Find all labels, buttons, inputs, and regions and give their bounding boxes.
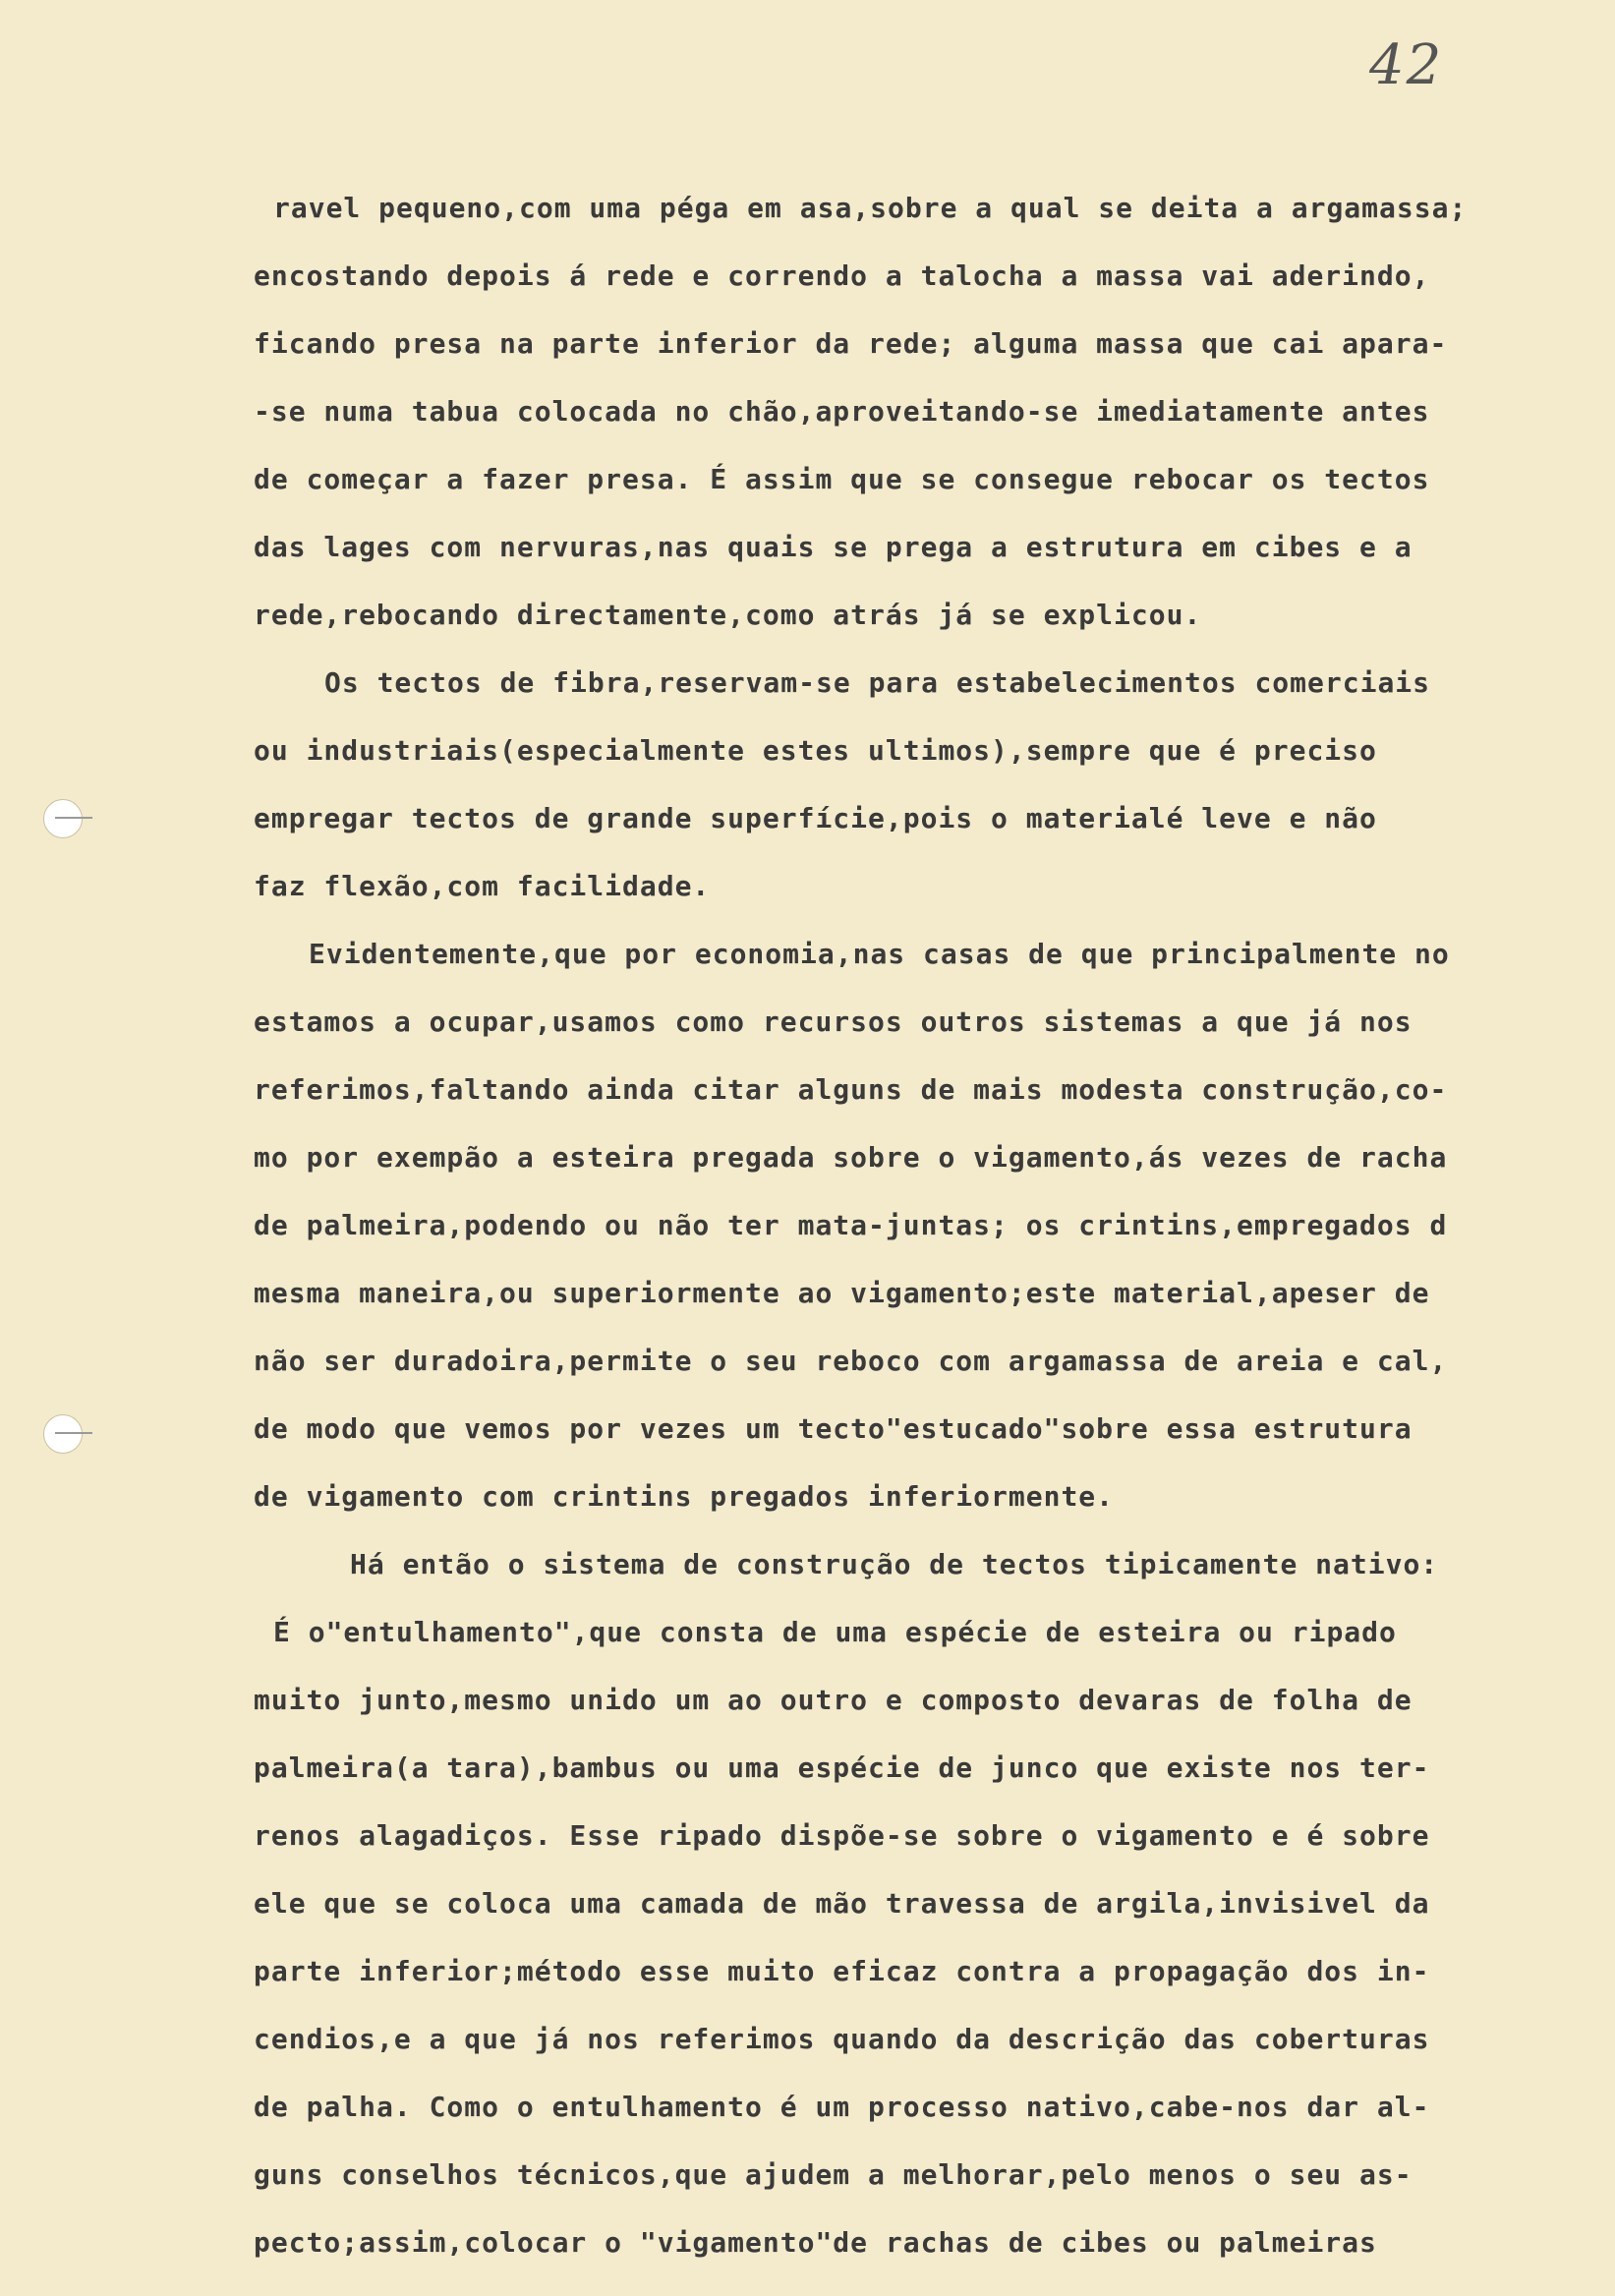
text-line: Os tectos de fibra,reservam-se para estabelecimentos comerciais [324, 666, 1431, 699]
text-line: ele que se coloca uma camada de mão travessa de argila,invisivel da [254, 1887, 1430, 1920]
text-line: Evidentemente,que por economia,nas casas de que principalmente no [309, 938, 1450, 970]
text-line: empregar tectos de grande superfície,pois o materialé leve e não [254, 802, 1377, 834]
text-line: É o"entulhamento",que consta de uma espécie de esteira ou ripado [273, 1616, 1397, 1648]
text-line: guns conselhos técnicos,que ajudem a melhorar,pelo menos o seu as- [254, 2158, 1413, 2191]
text-line: rede,rebocando directamente,como atrás já se explicou. [254, 599, 1202, 631]
text-line: ficando presa na parte inferior da rede; alguma massa que cai apara- [254, 327, 1448, 360]
text-line: muito junto,mesmo unido um ao outro e composto devaras de folha de [254, 1684, 1413, 1716]
text-line: faz flexão,com facilidade. [254, 870, 711, 902]
text-line: pecto;assim,colocar o "vigamento"de rachas de cibes ou palmeiras [254, 2226, 1377, 2259]
text-line: de vigamento com crintins pregados inferiormente. [254, 1480, 1115, 1513]
text-line: -se numa tabua colocada no chão,aproveitando-se imediatamente antes [254, 395, 1430, 428]
text-line: de palha. Como o entulhamento é um processo nativo,cabe-nos dar al- [254, 2091, 1430, 2123]
text-line: de palmeira,podendo ou não ter mata-juntas; os crintins,empregados d [254, 1209, 1448, 1241]
text-line: parte inferior;método esse muito eficaz contra a propagação dos in- [254, 1955, 1430, 1987]
text-line: mesma maneira,ou superiormente ao vigamento;este material,apeser de [254, 1277, 1430, 1309]
text-line: cendios,e a que já nos referimos quando da descrição das coberturas [254, 2023, 1430, 2055]
text-line: Há então o sistema de construção de tectos tipicamente nativo: [350, 1548, 1439, 1580]
text-line: mo por exempão a esteira pregada sobre o vigamento,ás vezes de racha [254, 1141, 1448, 1174]
text-line: estamos a ocupar,usamos como recursos outros sistemas a que já nos [254, 1005, 1413, 1038]
text-line: ravel pequeno,com uma péga em asa,sobre a qual se deita a argamassa; [273, 192, 1468, 224]
text-line: de modo que vemos por vezes um tecto"estucado"sobre essa estrutura [254, 1412, 1413, 1445]
text-line: de começar a fazer presa. É assim que se consegue rebocar os tectos [254, 463, 1430, 495]
text-line: encostando depois á rede e correndo a talocha a massa vai aderindo, [254, 259, 1430, 292]
text-line: não ser duradoira,permite o seu reboco com argamassa de areia e cal, [254, 1345, 1448, 1377]
text-line: ou industriais(especialmente estes ultimos),sempre que é preciso [254, 734, 1377, 767]
text-line: renos alagadiços. Esse ripado dispõe-se sobre o vigamento e é sobre [254, 1819, 1430, 1852]
text-line: palmeira(a tara),bambus ou uma espécie de junco que existe nos ter- [254, 1751, 1430, 1784]
text-line: das lages com nervuras,nas quais se prega a estrutura em cibes e a [254, 531, 1413, 563]
text-line: referimos,faltando ainda citar alguns de mais modesta construção,co- [254, 1073, 1448, 1106]
page-number: 42 [1369, 33, 1444, 97]
